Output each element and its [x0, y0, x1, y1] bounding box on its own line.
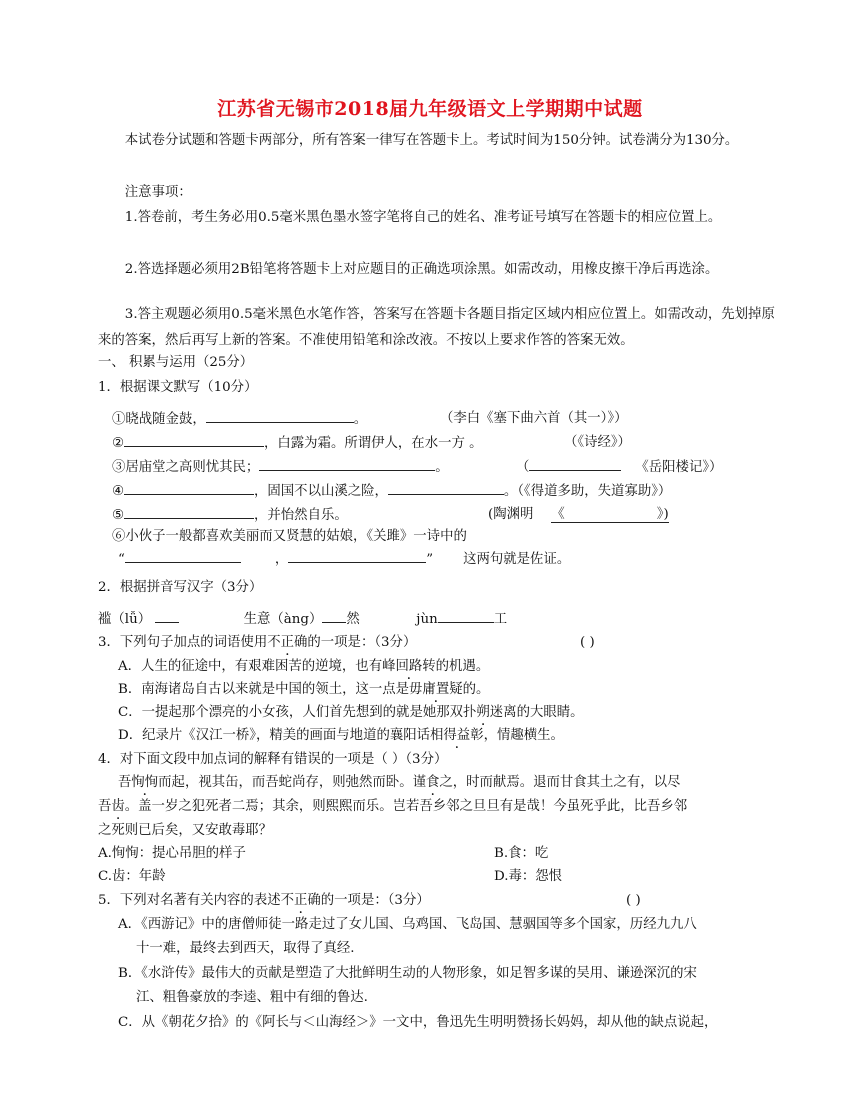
q1-text: ⑤ [112, 508, 125, 523]
q4-heading: 4．对下面文段中加点词的解释有错误的一项是（ ）（3分） [98, 752, 448, 767]
answer-blank[interactable] [388, 480, 504, 495]
q3-answer-paren[interactable]: ( ) [580, 635, 595, 650]
q1-text: 《 [551, 507, 565, 522]
q4-option-d[interactable]: D.毒：怨恨 [494, 869, 563, 884]
answer-blank[interactable] [551, 507, 668, 523]
answer-blank[interactable] [206, 408, 354, 423]
q2-text: 生意（àng） [243, 612, 323, 627]
q4-text: 而起，视其缶，而吾蛇尚存，则弛然而卧。谨 [158, 775, 426, 790]
q3-option-b[interactable] [118, 679, 489, 701]
answer-blank[interactable] [288, 548, 426, 563]
q3-emphasis: 不正确 [267, 635, 308, 650]
answer-blank[interactable] [124, 504, 254, 519]
q1-text: ， [274, 552, 289, 567]
q3-text: 的机遇。 [435, 659, 490, 674]
q1-line-7 [118, 548, 570, 571]
q3-text: 的大眼睛。 [516, 705, 584, 720]
q1-text: 这两句就是佐证。 [463, 552, 571, 567]
q4-option-a[interactable]: A.恂恂：提心吊胆的样子 [98, 846, 246, 861]
q4-passage-1 [118, 772, 680, 794]
q1-source-2: （《诗经》） [564, 435, 631, 450]
answer-blank[interactable] [529, 456, 621, 471]
q5-emphasis: 不正确 [280, 893, 321, 908]
q2-text: jùn [416, 612, 438, 627]
notice-3: 3.答主观题必须用0.5毫米黑色水笔作答，答案写在答题卡各题目指定区域内相应位置上。如需改动，先划掉原来的答案，然后再写上新的答案。不准使用铅笔和涂改液。不按以上要求作答的答案无效。 [98, 307, 775, 348]
q1-text: ①晓战随金鼓， [112, 412, 206, 427]
q4-text: 。盖一岁之犯死者二焉；其余，则熙熙而乐。岂若吾乡邻之旦旦有是哉！今虽死乎此，比吾乡邻 [124, 799, 688, 814]
q4-text: 吾 [98, 799, 112, 814]
answer-blank[interactable] [125, 548, 241, 563]
answer-blank[interactable] [322, 608, 346, 623]
q1-text: ③居庙堂之高则忧其民； [112, 460, 260, 475]
q4-emphasis: 食 [425, 775, 440, 790]
q5-text: 的一项是：（3分） [320, 893, 430, 908]
q1-text: 《岳阳楼记》） [635, 460, 723, 475]
answer-blank[interactable] [124, 432, 264, 447]
q2-items [98, 608, 507, 631]
q3-text: ，情趣横生。 [483, 728, 564, 743]
q5-answer-paren[interactable]: ( ) [626, 893, 641, 908]
answer-blank[interactable] [155, 608, 179, 623]
q3-option-a[interactable] [118, 656, 489, 678]
q3-emphasis: 双扑朔迷离 . [450, 705, 517, 720]
q1-text: 。（《得道多助，失道寡助》） [503, 484, 672, 499]
q3-text: A．人生的征途中，有艰难困苦的逆境，也有 [118, 659, 383, 674]
q3-emphasis: 峰回路转 [382, 659, 436, 674]
q4-emphasis: 齿 [111, 799, 125, 814]
q1-line-1 [112, 408, 367, 431]
q2-text: 工 [493, 612, 508, 627]
notice-2: 2.答选择题必须用2B铅笔将答题卡上对应题目的正确选项涂黑。如需改动，用橡皮擦干净后再选涂。 [124, 262, 719, 277]
q1-text: “ [118, 552, 125, 567]
q2-text: 褴（lǚ） [98, 612, 152, 627]
q1-line-4 [112, 480, 671, 503]
q5-text: 5．下列对名著有关内容的表述 [98, 893, 281, 908]
q2-heading: 2．根据拼音写汉字（3分） [98, 580, 263, 595]
q1-text: ，白露为霜。所谓伊人，在水一方 。 [264, 436, 483, 451]
q1-text: 。 [353, 412, 368, 427]
q1-text: (陶渊明 [488, 507, 534, 522]
q3-text: D．纪录片《汉江一桥》，精美的画面与地道的襄阳话 [118, 728, 431, 743]
q1-text: 》) [656, 507, 669, 522]
q1-text: 。 [435, 460, 449, 475]
q1-line-2 [112, 432, 483, 455]
answer-blank[interactable] [438, 608, 494, 623]
q5-option-b-line-2[interactable]: 江、粗鲁豪放的李逵、粗中有细的鲁达. [136, 990, 368, 1005]
q1-text: ” [426, 552, 434, 567]
q1-line-6: ⑥小伙子一般都喜欢美丽而又贤慧的姑娘，《关雎》一诗中的 [112, 529, 467, 544]
notice-heading: 注意事项： [124, 185, 192, 200]
q1-line-3 [112, 456, 449, 479]
q3-emphasis: 相得益彰 [430, 728, 484, 743]
q5-option-c-line-1[interactable]: C．从《朝花夕拾》的《阿长与＜山海经＞》一文中，鲁迅先生明明赞扬长妈妈，却从他的缺点说起， [118, 1015, 718, 1030]
q5-option-a-line-2[interactable]: 十一难，最终去到西天，取得了真经. [136, 941, 355, 956]
q3-text: 的一项是：（3分） [307, 635, 417, 650]
q5-option-a-line-1[interactable]: A．《西游记》中的唐僧师徒一路走过了女儿国、乌鸡国、飞岛国、慧骃国等多个国家，历经九九八 [118, 917, 697, 932]
q3-heading [98, 632, 416, 654]
q5-heading [98, 890, 430, 912]
q1-text: （ [516, 460, 530, 475]
q3-text: B．南海诸岛自古以来就是中国的领土，这一点是 [118, 682, 410, 697]
q1-source-5 [488, 504, 669, 526]
q4-emphasis: 恂恂 [131, 775, 159, 790]
intro-paragraph: 本试卷分试题和答题卡两部分，所有答案一律写在答题卡上。考试时间为150分钟。试卷满分为130分。 [124, 133, 739, 148]
notice-1: 1.答卷前，考生务必用0.5毫米黑色墨水签字笔将自己的姓名、准考证号填写在答题卡的相应位置上。 [124, 210, 722, 225]
q5-option-b-line-1[interactable]: B．《水浒传》最伟大的贡献是塑造了大批鲜明生动的人物形象，如足智多谋的吴用、谦逊深沉的宋 [118, 966, 697, 981]
answer-blank[interactable] [259, 456, 435, 471]
q3-option-c[interactable] [118, 702, 584, 724]
q4-text: 吾 [118, 775, 132, 790]
q1-text: ，固国不以山溪之险， [254, 484, 388, 499]
q3-text: 的。 [462, 682, 490, 697]
q2-text: 然 [346, 612, 360, 627]
q1-source-3 [516, 456, 722, 479]
q4-passage-2 [98, 796, 687, 818]
q1-text: ② [112, 436, 125, 451]
q3-option-d[interactable] [118, 725, 564, 747]
q4-passage-3: 之死则已后矣，又安敢毒耶？ [98, 823, 273, 838]
page-title: 江苏省无锡市2018届九年级语文上学期期中试题 [217, 98, 643, 120]
q3-emphasis: 毋庸置疑 [409, 682, 463, 697]
q4-option-c[interactable]: C.齿：年龄 [98, 869, 166, 884]
q4-option-b[interactable]: B.食：吃 [494, 846, 549, 861]
q1-source-1: （李白《塞下曲六首（其一）》） [440, 411, 628, 426]
answer-blank[interactable] [124, 480, 254, 495]
q3-text: C．一提起那个漂亮的小女孩，人们首先想到的就是她那 [118, 705, 450, 720]
q1-line-5 [112, 504, 348, 527]
section-heading: 一、 积累与运用（25分） [98, 355, 254, 370]
q1-text: ④ [112, 484, 125, 499]
q3-text: 3．下列句子加点的词语使用 [98, 635, 268, 650]
q1-text: ，并怡然自乐。 [254, 508, 348, 523]
q4-text: 之，时而献焉。退而甘食其土之有，以尽 [439, 775, 681, 790]
q1-heading: 1．根据课文默写（10分） [98, 380, 258, 395]
